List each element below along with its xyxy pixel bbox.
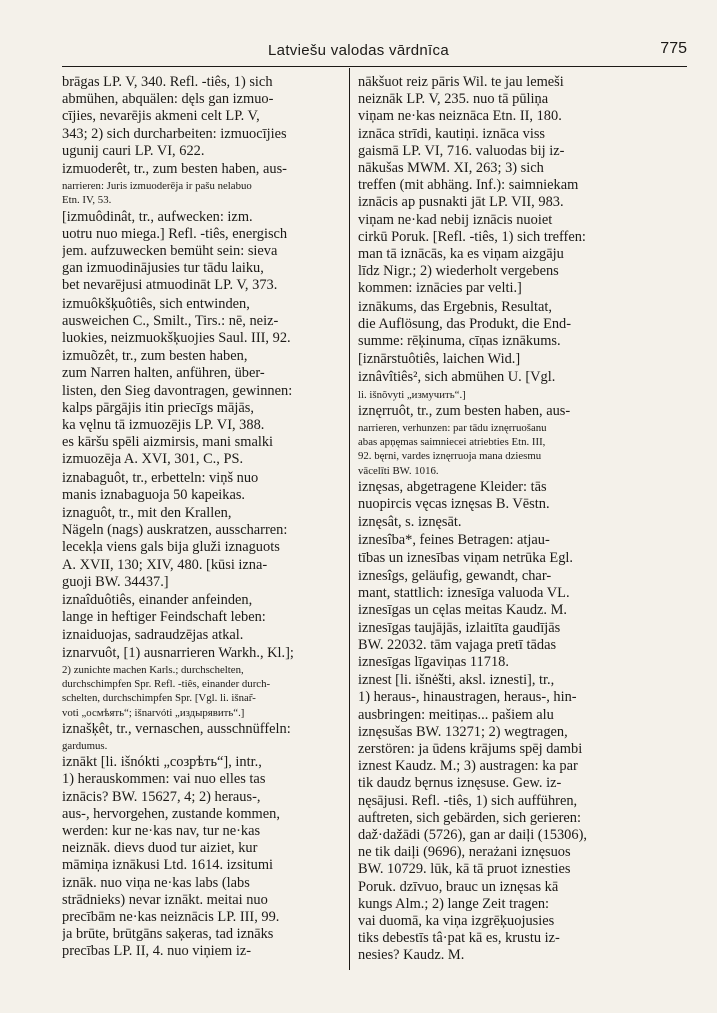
text-line: iznāk. nuo viņa ne·kas labs (labs bbox=[62, 874, 250, 891]
text-line: viņam ne·kad nebij iznācis nuoiet bbox=[358, 211, 553, 228]
text-line: brāgas LP. V, 340. Refl. -tiês, 1) sich bbox=[62, 74, 273, 90]
entry-block bbox=[62, 296, 341, 348]
entry-block bbox=[358, 403, 689, 420]
text-line: iznarvuôt, [1) ausnarrieren Warkh., Kl.]; bbox=[62, 644, 294, 661]
text-line: lange in heftiger Feindschaft leben: bbox=[62, 609, 266, 626]
entry-block bbox=[62, 592, 341, 644]
text-line: [iznārstuôtiês, laichen Wid.] bbox=[358, 351, 521, 368]
text-line: iznęrruôt, tr., zum besten haben, aus- bbox=[358, 402, 571, 419]
text-line: treffen (mit abhäng. Inf.): saimniekam bbox=[358, 177, 579, 194]
text-line: izmuõzêt, tr., zum besten haben, bbox=[62, 348, 248, 365]
text-line: māmiņa iznākusi Ltd. 1614. izsitumi bbox=[62, 857, 274, 874]
text-line: izmuozēja A. XVI, 301, C., PS. bbox=[62, 451, 244, 468]
text-line: lecekļa viens gals bija gluži iznaguots bbox=[62, 539, 280, 556]
text-line: precības LP. II, 4. nuo viņiem iz- bbox=[62, 943, 252, 960]
text-line: iznācis ap pusnakti jāt LP. VII, 983. bbox=[358, 194, 564, 211]
text-line: iznęsušas BW. 13271; 2) wegtragen, bbox=[358, 723, 568, 740]
text-line: iznest Kaudz. M.; 3) austragen: ka par bbox=[358, 758, 578, 775]
text-line: iznākums, das Ergebnis, Resultat, bbox=[358, 298, 552, 315]
text-line: die Auflösung, das Produkt, die End- bbox=[358, 315, 572, 332]
text-line: durchschimpfen Spr. Refl. -tiês, einander durch- bbox=[62, 678, 271, 691]
text-line: iznākt [li. išnókti „созрѣть“], intr., bbox=[62, 754, 262, 771]
text-line: tik daudz bęrnus iznęsuse. Gew. iz- bbox=[358, 775, 562, 792]
text-line: abmühen, abquälen: dęls gan izmuo- bbox=[62, 91, 274, 108]
text-line: iznesīgas un cęlas meitas Kaudz. M. bbox=[358, 602, 568, 619]
text-line: strādnieks) nevar iznākt. meitai nuo bbox=[62, 891, 268, 908]
text-line: nākušas MWM. XI, 263; 3) sich bbox=[358, 160, 544, 177]
text-line: kommen: iznācies par velti.] bbox=[358, 280, 522, 297]
text-line: nesies? Kaudz. M. bbox=[358, 947, 465, 964]
text-line: iznaguôt, tr., mit den Krallen, bbox=[62, 505, 232, 522]
text-line: iznesîba*, feines Betragen: atjau- bbox=[358, 532, 550, 549]
text-line: ja brūte, brūtgāns saķeras, tad iznāks bbox=[62, 926, 274, 943]
entry-block bbox=[358, 532, 689, 566]
text-line: 1) heraus-, hinaustragen, heraus-, hin- bbox=[358, 689, 577, 706]
left-column bbox=[62, 74, 341, 962]
entry-block bbox=[358, 479, 689, 513]
text-line: iznesîgs, geläufig, gewandt, char- bbox=[358, 567, 552, 584]
text-line: narrieren, verhunzen: par tādu iznęrruošanu bbox=[358, 422, 547, 435]
text-line: iznaîduôtiês, einander anfeinden, bbox=[62, 592, 253, 609]
entry-block bbox=[358, 568, 689, 671]
entry-block bbox=[62, 739, 341, 753]
entry-block bbox=[62, 161, 341, 178]
text-line: iznesīgas taujājās, izlaitīta gaudījās bbox=[358, 619, 561, 636]
text-line: tības un iznesības viņam netrūka Egl. bbox=[358, 549, 574, 566]
right-column bbox=[358, 74, 689, 966]
text-line: iznęsas, abgetragene Kleider: tās bbox=[358, 478, 547, 495]
text-line: daž·dažādi (5726), gan ar daiļi (15306), bbox=[358, 826, 587, 843]
text-line: iznesīgas līgaviņas 11718. bbox=[358, 653, 509, 670]
text-line: jem. aufzuwecken bemüht sein: sieva bbox=[62, 243, 278, 260]
text-line: līdz Nigr.; 2) wiederholt vergebens bbox=[358, 263, 559, 280]
page-number: 775 bbox=[660, 40, 687, 57]
text-line: BW. 10729. lūk, kā tā pruot iznesties bbox=[358, 861, 571, 878]
text-line: luokies, neizmuokšķuojies Saul. III, 92. bbox=[62, 330, 291, 347]
text-line: kungs Alm.; 2) lange Zeit tragen: bbox=[358, 895, 550, 912]
running-head bbox=[0, 38, 717, 64]
text-line: neiznāk LP. V, 235. nuo tā pūliņa bbox=[358, 91, 549, 108]
text-line: li. išnõvyti „измучить“.] bbox=[358, 388, 466, 401]
header-rule bbox=[62, 66, 687, 67]
entry-block bbox=[62, 348, 341, 468]
text-line: vācelīti BW. 1016. bbox=[358, 464, 439, 477]
text-line: abas apņęmas saimniecei atriebties Etn. III, bbox=[358, 436, 546, 449]
text-line: guoji BW. 34437.] bbox=[62, 573, 169, 590]
text-line: zerstören: ja ūdens krājums spēj dambi bbox=[358, 740, 583, 757]
text-line: ugunij cauri LP. VI, 622. bbox=[62, 142, 205, 159]
text-line: zum Narren halten, anführen, über- bbox=[62, 365, 265, 382]
text-line: schelten, durchschimpfen Spr. [Vgl. li. išnar̃- bbox=[62, 692, 256, 705]
text-line: BW. 22032. tām vajaga pretī tādas bbox=[358, 636, 557, 653]
text-line: A. XVII, 130; XIV, 480. [kūsi izna- bbox=[62, 556, 268, 573]
entry-block bbox=[358, 672, 689, 964]
text-line: 2) zunichte machen Karls.; durchschelten, bbox=[62, 663, 244, 676]
text-line: iznašķêt, tr., vernaschen, ausschnüffeln: bbox=[62, 720, 291, 737]
text-line: iznaiduojas, sadraudzējas atkal. bbox=[62, 626, 244, 643]
entry-block bbox=[358, 74, 689, 298]
text-line: mant, stattlich: iznesīga valuoda VL. bbox=[358, 585, 570, 602]
text-line: werden: kur ne·kas nav, tur ne·kas bbox=[62, 822, 261, 839]
entry-block bbox=[62, 505, 341, 591]
text-line: bet nevarējusi atmuodināt LP. V, 373. bbox=[62, 277, 278, 294]
text-line: gardumus. bbox=[62, 739, 108, 752]
text-line: vai duomā, ka viņa izgrēķuojusies bbox=[358, 912, 555, 929]
text-line: listen, den Sieg davontragen, gewinnen: bbox=[62, 382, 293, 399]
text-line: voti „осмѣять“; išnarvóti „издырявить“.] bbox=[62, 706, 245, 719]
text-line: gaismā LP. VI, 716. valuodas bij iz- bbox=[358, 142, 565, 159]
entry-block bbox=[62, 663, 341, 720]
text-line: auftreten, sich gebärden, sich gerieren: bbox=[358, 809, 581, 826]
entry-block bbox=[358, 421, 689, 478]
entry-block bbox=[358, 299, 689, 351]
text-line: cījies, nevarējis akmeni celt LP. V, bbox=[62, 108, 260, 125]
text-line: 92. bęrni, vardes iznęrruoja mana dziesmu bbox=[358, 450, 542, 463]
entry-block bbox=[62, 74, 341, 160]
text-line: 1) herauskommen: vai nuo elles tas bbox=[62, 771, 266, 788]
text-line: iznest [li. išnė̃šti, aksl. iznesti], tr., bbox=[358, 672, 555, 689]
text-line: iznęsât, s. iznęsāt. bbox=[358, 514, 462, 531]
text-line: aus-, hervorgehen, zustande kommen, bbox=[62, 805, 280, 822]
text-line: Nägeln (nags) auskratzen, ausscharren: bbox=[62, 522, 288, 539]
entry-block bbox=[62, 179, 341, 207]
entry-block bbox=[62, 721, 341, 738]
text-line: Poruk. dzīvuo, brauc un iznęsas kā bbox=[358, 878, 559, 895]
entry-block bbox=[358, 351, 689, 368]
text-line: iznācis? BW. 15627, 4; 2) heraus-, bbox=[62, 788, 261, 805]
text-line: iznāca strīdi, kautiņi. iznāca viss bbox=[358, 125, 546, 142]
text-line: nākšuot reiz pāris Wil. te jau lemeši bbox=[358, 74, 564, 90]
text-line: izmuôkšķuôtiês, sich entwinden, bbox=[62, 295, 250, 312]
text-line: summe: rēķinuma, cīņas iznākums. bbox=[358, 333, 561, 350]
text-line: precībām ne·kas neiznācis LP. III, 99. bbox=[62, 908, 280, 925]
running-title: Latviešu valodas vārdnīca bbox=[268, 42, 449, 59]
text-line: [izmuôdinât, tr., aufwecken: izm. bbox=[62, 208, 253, 225]
text-line: neiznāk. dievs duod tur aiziet, kur bbox=[62, 840, 258, 857]
text-line: uotru nuo miega.] Refl. -tiês, energisch bbox=[62, 225, 288, 242]
text-line: es kāršu spēli aizmirsis, mani smalki bbox=[62, 434, 274, 451]
text-line: cirkū Poruk. [Refl. -tiês, 1) sich treffen: bbox=[358, 228, 586, 245]
entry-block bbox=[62, 470, 341, 504]
text-line: viņam ne·kas neiznāca Etn. II, 180. bbox=[358, 108, 562, 125]
text-line: iznabaguôt, tr., erbetteln: viņš nuo bbox=[62, 469, 259, 486]
entry-block bbox=[358, 514, 689, 531]
text-line: ausbringen: meitiņas... pašiem alu bbox=[358, 706, 554, 723]
text-line: gan izmuodinājusies tur tādu laiku, bbox=[62, 260, 264, 277]
text-line: narrieren: Juris izmuoderēja ir pašu nelabuo bbox=[62, 180, 252, 193]
text-line: 343; 2) sich durcharbeiten: izmuocījies bbox=[62, 125, 287, 142]
text-line: manis iznabaguoja 50 kapeikas. bbox=[62, 486, 246, 503]
entry-block bbox=[358, 388, 689, 402]
entry-block bbox=[62, 209, 341, 295]
column-divider bbox=[349, 68, 350, 970]
text-line: nęsājusi. Refl. -tiês, 1) sich aufführen, bbox=[358, 792, 578, 809]
text-line: ausweichen C., Smilt., Tirs.: nē, neiz- bbox=[62, 312, 279, 329]
entry-block bbox=[62, 754, 341, 960]
text-line: nuopircis vęcas iznęsas B. Vēstn. bbox=[358, 496, 550, 513]
text-line: ne tik daiļi (9696), nerażani iznęsuos bbox=[358, 844, 571, 861]
text-line: Etn. IV, 53. bbox=[62, 194, 112, 207]
text-line: tiks debestīs tâ·pat kā es, krustu iz- bbox=[358, 930, 560, 947]
text-line: man tā iznācās, ka es viņam aizgāju bbox=[358, 246, 564, 263]
entry-block bbox=[62, 645, 341, 662]
text-line: kalps pārgājis itin priecīgs mājās, bbox=[62, 399, 254, 416]
entry-block bbox=[358, 369, 689, 386]
text-line: iznâvîtiês², sich abmühen U. [Vgl. bbox=[358, 369, 556, 386]
text-line: ka vęlnu tā izmuozējis LP. VI, 388. bbox=[62, 417, 265, 434]
text-line: izmuoderêt, tr., zum besten haben, aus- bbox=[62, 161, 287, 178]
